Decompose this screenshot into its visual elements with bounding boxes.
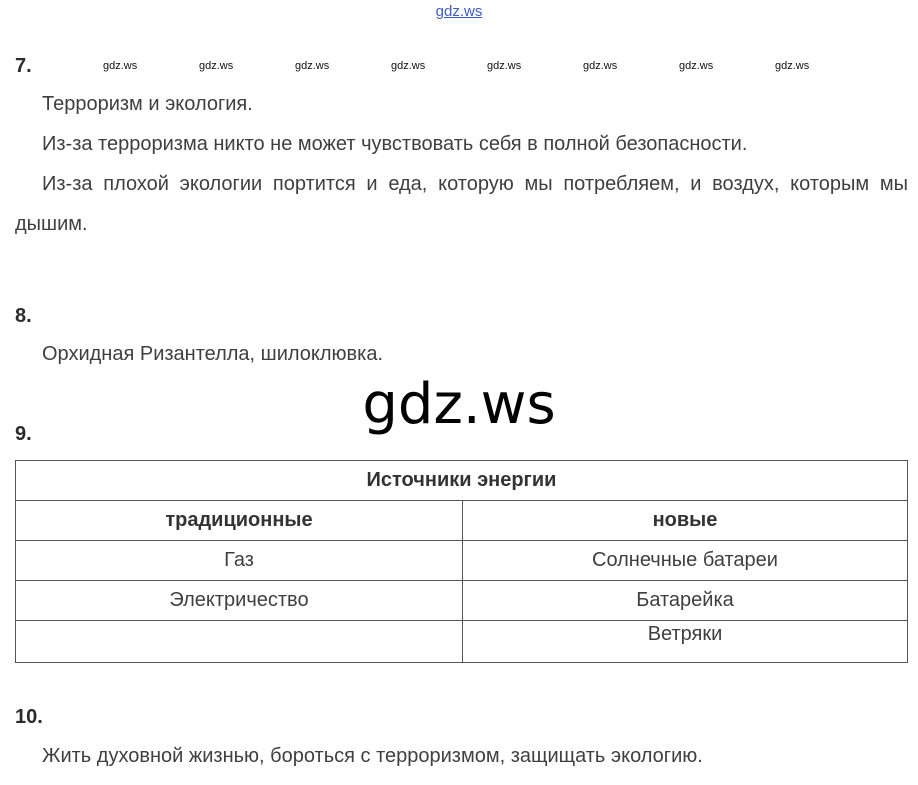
small-watermark: gdz.ws [583, 60, 618, 72]
question-10-number: 10. [15, 706, 43, 728]
small-watermark: gdz.ws [679, 60, 714, 72]
column-header-traditional: традиционные [16, 501, 463, 541]
column-header-new: новые [463, 501, 908, 541]
small-watermark: gdz.ws [775, 60, 810, 72]
question-7-number: 7. [15, 55, 32, 77]
table-cell: Газ [16, 541, 463, 581]
top-watermark: gdz.ws [435, 3, 483, 20]
table-cell: Ветряки [463, 621, 908, 663]
question-7-title: Терроризм и экология. [42, 93, 253, 115]
question-10-answer: Жить духовной жизнью, бороться с терроризмом, защищать экологию. [42, 745, 703, 767]
table-row [16, 621, 908, 663]
big-watermark: gdz.ws [362, 372, 556, 437]
table-title-row [16, 461, 908, 501]
small-watermark: gdz.ws [295, 60, 330, 72]
table-row [16, 581, 908, 621]
table-cell: Батарейка [463, 581, 908, 621]
small-watermark: gdz.ws [391, 60, 426, 72]
question-8-number: 8. [15, 305, 32, 327]
table-title: Источники энергии [16, 461, 908, 501]
small-watermark: gdz.ws [199, 60, 234, 72]
question-8-answer: Орхидная Ризантелла, шилоклювка. [42, 343, 384, 365]
question-7-line-1: Из-за терроризма никто не может чувствовать себя в полной безопасности. [42, 133, 748, 155]
energy-sources-table [15, 460, 908, 663]
question-7-paragraph: Из-за плохой экологии портится и еда, которую мы потребляем, и воздух, которым мы дышим. [15, 173, 908, 235]
table-cell: Электричество [16, 581, 463, 621]
table-cell [16, 621, 463, 663]
table-header-row [16, 501, 908, 541]
table-cell: Солнечные батареи [463, 541, 908, 581]
question-9-number: 9. [15, 423, 32, 445]
small-watermark: gdz.ws [103, 60, 138, 72]
small-watermark: gdz.ws [487, 60, 522, 72]
table-row [16, 541, 908, 581]
